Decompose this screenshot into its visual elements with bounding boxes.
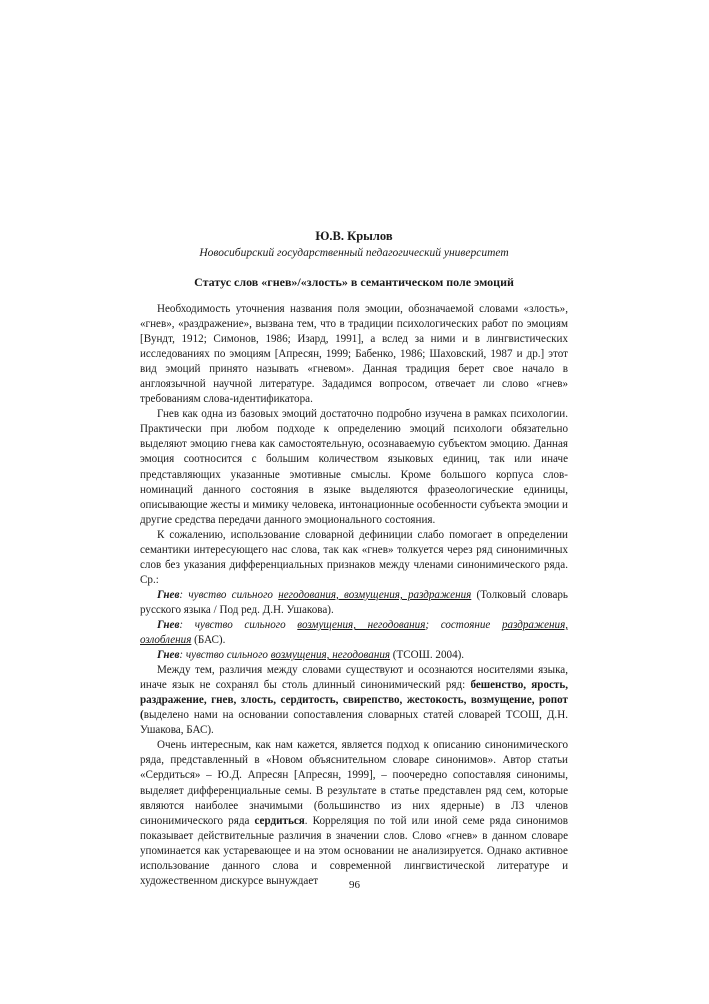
definition-synonyms: возмущения, негодования [270, 649, 391, 662]
definition-synonyms: негодования, возмущения, раздражения [278, 588, 472, 601]
definition-source: (Толковый словарь русского языка / Под ред. Д.Н. Ушакова). [140, 588, 568, 616]
definition-gloss-2: ; состояние [425, 618, 502, 631]
paragraph-4-text: Между тем, различия между словами существуют и осознаются носителями языка, иначе язык не сохранял бы столь длинный синонимический ряд: [140, 664, 568, 692]
definition-headword: Гнев [157, 649, 180, 662]
affiliation: Новосибирский государственный педагогический университет [199, 247, 509, 259]
definition-source: (ТСОШ. 2004). [390, 649, 465, 662]
paragraph-5 [140, 738, 568, 888]
paragraph-4 [140, 663, 568, 738]
keyword-serditsya: сердиться [254, 814, 305, 827]
synonym-row: бешенство, ярость, раздражение, гнев, злость, сердитость, свирепство, жестокость, возмущение, ропот ( [140, 679, 569, 722]
definition-synonyms: возмущения, негодования [297, 618, 426, 631]
article-page [140, 228, 568, 889]
definition-gloss: чувство сильного [185, 649, 271, 662]
article-title: Статус слов «гнев»/«злость» в семантическом поле эмоций [194, 275, 514, 289]
definition-tsosh [140, 648, 568, 663]
paragraph-5-text-end: . Корреляция по той или иной семе ряда синонимов показывает действительные различия в значении слов. Слово «гнев» в данном словаре упоминается как устаревающее и на этом основании не анализируется. Однако активное использование данного слова и современной лингвистической литературе и художественном дискурсе вынуждает [140, 814, 568, 887]
definition-headword: Гнев [157, 618, 180, 631]
definition-colon: : [179, 649, 186, 662]
definition-colon: : [179, 618, 195, 631]
definition-source: (БАС). [191, 634, 226, 647]
definition-colon: : [179, 588, 189, 601]
author-name: Ю.В. Крылов [315, 229, 393, 243]
paragraph-4-text-end: выделено нами на основании сопоставления словарных статей словарей ТСОШ, Д.Н. Ушакова, БАС). [140, 709, 568, 737]
definition-ushakov [140, 588, 568, 618]
page-number: 96 [349, 879, 360, 891]
definition-bas [140, 618, 568, 648]
definition-gloss: чувство сильного [188, 588, 279, 601]
paragraph-3: К сожалению, использование словарной дефиниции слабо помогает в определении семантики интересующего нас слова, так как «гнев» толкуется через ряд синонимичных слов без указания дифференциальных признаков между членами синонимического ряда. Ср.: [140, 528, 568, 586]
definition-synonyms-2: раздражения, озлобления [140, 618, 569, 647]
definition-gloss: чувство сильного [194, 618, 298, 631]
paragraph-5-text: Очень интересным, как нам кажется, является подход к описанию синонимического ряда, представленный в «Новом объяснительном словаре синонимов». Автор статьи «Сердиться» – Ю.Д. Апресян [Апресян, 1999], – поочередно сопоставляя синонимы, выделяет дифференциальные семы. В результате в статье представлен ряд сем, которые являются наиболее значимыми (большинство из них ядерные) в ЛЗ членов синонимического ряда [140, 739, 568, 827]
paragraph-1: Необходимость уточнения названия поля эмоции, обозначаемой словами «злость», «гнев», «раздражение», вызвана тем, что в традиции психологических работ по эмоциям [Вундт, 1912; Симонов, 1986; Изард, 1991], а вслед за ними и в лингвистических исследованиях по эмоциям [Апресян, 1999; Бабенко, 1986; Шаховский, 1987 и др.] этот вид эмоций принято называть «гневом». Данная традиция берет свое начало в англоязычной научной литературе. Зададимся вопросом, отвечает ли слово «гнев» требованиям слова-идентификатора. [140, 303, 568, 406]
definition-headword: Гнев [157, 588, 180, 601]
paragraph-2: Гнев как одна из базовых эмоций достаточно подробно изучена в рамках психологии. Практически при любом подходе к определению эмоций психологи обязательно выделяют эмоцию гнева как самостоятельную, осознаваемую субъектом эмоцию. Данная эмоция соотносится с большим количеством языковых единиц, так или иначе представляющих указанные эмотивные смыслы. Кроме большого корпуса слов-номинаций данного состояния в языке выделяются фразеологические единицы, описывающие жесты и мимику человека, интонационные особенности субъекта эмоции и другие средства передачи данного эмоционального состояния. [140, 408, 568, 526]
